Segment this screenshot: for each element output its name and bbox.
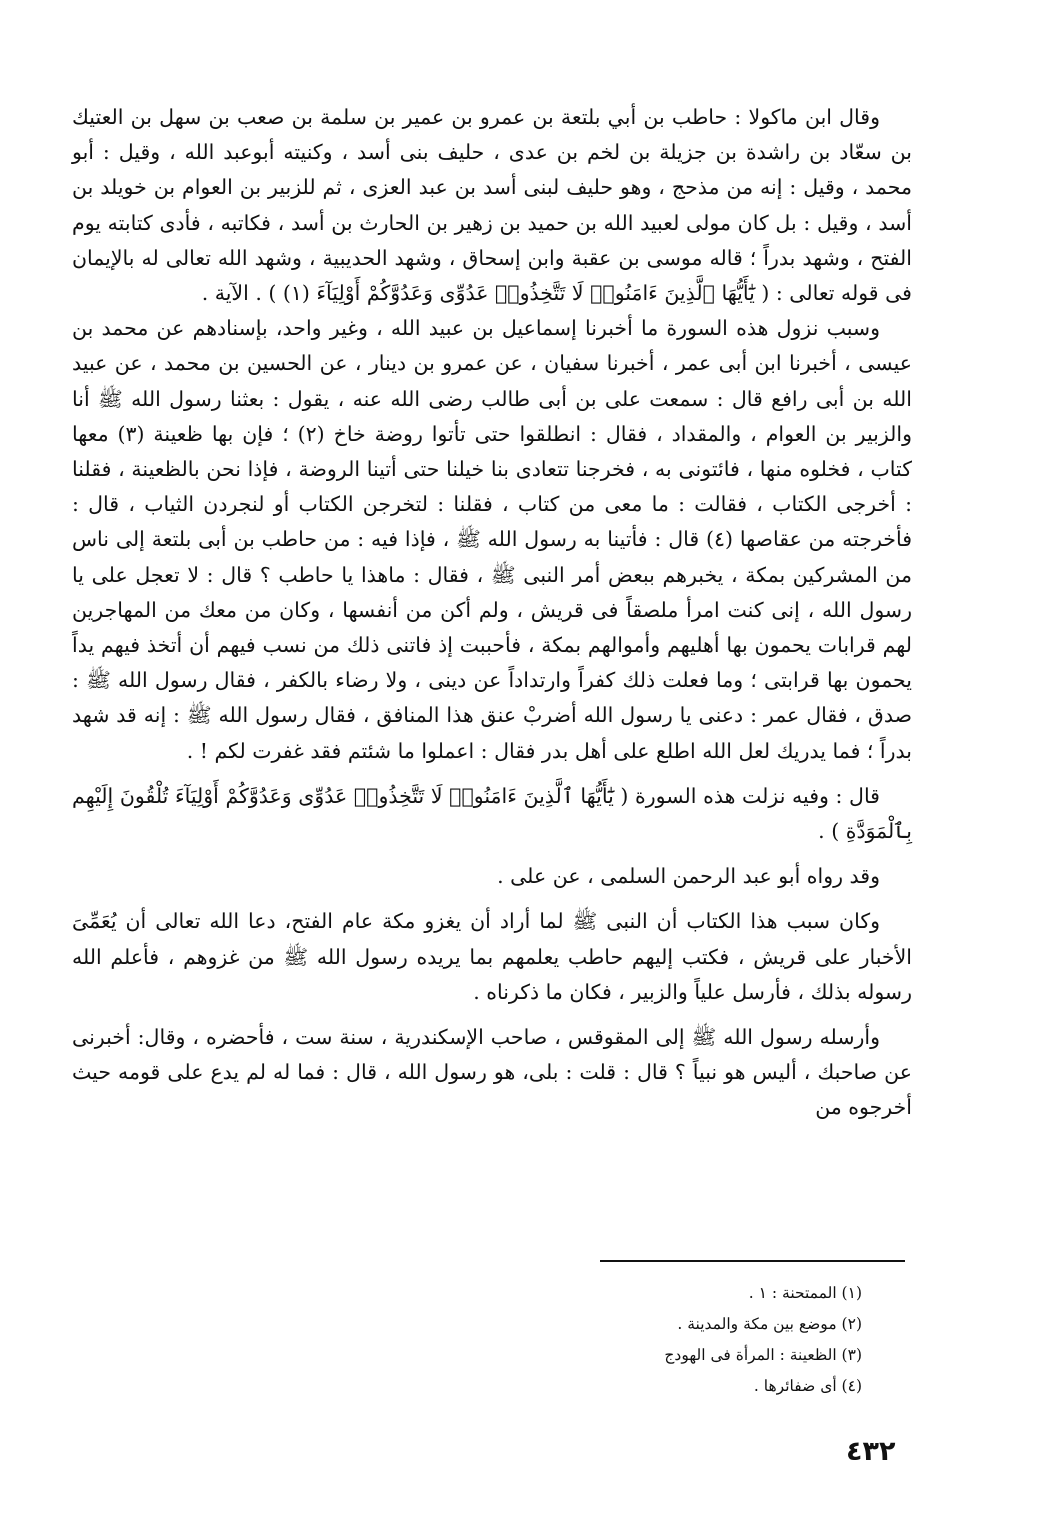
page-number: ٤٣٢ [846, 1436, 896, 1467]
footnote-divider [600, 1260, 905, 1262]
footnote-4: (٤) أى ضفائرها . [753, 1377, 862, 1395]
paragraph-narration-source: وقد رواه أبو عبد الرحمن السلمى ، عن على . [497, 864, 880, 889]
main-text [72, 100, 912, 1126]
footnote-2: (٢) موضع بين مكة والمدينة . [677, 1315, 862, 1333]
paragraph-letter-cause: وكان سبب هذا الكتاب أن النبى ﷺ لما أراد أن يغزو مكة عام الفتح، دعا الله تعالى أن يُعَمِّىَ الأخبار على قريش ، فكتب إليهم حاطب يعلمهم بما يريده رسول الله ﷺ من غزوهم ، فأعلم الله رسوله بذلك ، فأرسل علياً والزبير ، فكان ما ذكرناه . [72, 909, 912, 1004]
paragraph-reason-of-revelation: وسبب نزول هذه السورة ما أخبرنا إسماعيل بن عبيد الله ، وغير واحد، بإسنادهم عن محمد بن عيسى ، أخبرنا ابن أبى عمر ، أخبرنا سفيان ، عن عمرو بن دينار ، عن الحسين بن محمد ، عن عبيد الله بن أبى رافع قال : سمعت على بن أبى طالب رضى الله عنه ، يقول : بعثنا رسول الله ﷺ أنا والزبير بن العوام ، والمقداد ، فقال : انطلقوا حتى تأتوا روضة خاخ (٢) ؛ فإن بها ظعينة (٣) معها كتاب ، فخلوه منها ، فائتونى به ، فخرجنا تتعادى بنا خيلنا حتى أتينا الروضة ، فإذا نحن بالظعينة ، فقلنا : أخرجى الكتاب ، فقالت : ما معى من كتاب ، فقلنا : لتخرجن الكتاب أو لنجردن الثياب ، قال : فأخرجته من عقاصها (٤) قال : فأتينا به رسول الله ﷺ ، فإذا فيه : من حاطب بن أبى بلتعة إلى ناس من المشركين بمكة ، يخبرهم ببعض أمر النبى ﷺ ، فقال : ماهذا يا حاطب ؟ قال : لا تعجل على يا رسول الله ، إنى كنت امرأ ملصقاً فى قريش ، ولم أكن من أنفسها ، وكان من معك من المهاجرين لهم قرابات يحمون بها أهليهم وأموالهم بمكة ، فأحببت إذ فاتنى ذلك من نسب فيهم أن أتخذ فيهم يداً يحمون بها قرابتى ؛ وما فعلت ذلك كفراً وارتداداً عن دينى ، ولا رضاء بالكفر ، فقال رسول الله ﷺ : صدق ، فقال عمر : دعنى يا رسول الله أضربْ عنق هذا المنافق ، فقال رسول الله ﷺ : إنه قد شهد بدراً ؛ فما يدريك لعل الله اطلع على أهل بدر فقال : اعملوا ما شئتم فقد غفرت لكم ! . [72, 316, 912, 763]
footnote-3: (٣) الظعينة : المرأة فى الهودج [664, 1346, 862, 1364]
footnotes [664, 1278, 862, 1402]
paragraph-ibn-makula: وقال ابن ماكولا : حاطب بن أبي بلتعة بن عمرو بن عمير بن سلمة بن صعب بن سهل بن العتيك بن سعّاد بن راشدة بن جزيلة بن لخم بن عدى ، حليف بنى أسد ، وكنيته أبوعبد الله ، وقيل : أبو محمد ، وقيل : إنه من مذحج ، وهو حليف لبنى أسد بن عبد العزى ، ثم للزبير بن العوام بن خويلد بن أسد ، وقيل : بل كان مولى لعبيد الله بن حميد بن زهير بن الحارث بن أسد ، فكاتبه ، فأدى كتابته يوم الفتح ، وشهد بدراً ؛ قاله موسى بن عقبة وابن إسحاق ، وشهد الحديبية ، وشهد الله تعالى له بالإيمان فى قوله تعالى : ( يَٰٓأَيُّهَا ٱلَّذِينَ ءَامَنُوا۟ لَا تَتَّخِذُوا۟ عَدُوِّى وَعَدُوَّكُمْ أَوْلِيَآءَ (١) ) . الآية . [72, 105, 912, 306]
footnote-1: (١) الممتحنة : ١ . [748, 1284, 862, 1302]
paragraph-verse-revealed: قال : وفيه نزلت هذه السورة ( يَٰٓأَيُّهَا ٱلَّذِينَ ءَامَنُوا۟ لَا تَتَّخِذُوا۟ عَدُوِّى وَعَدُوَّكُمْ أَوْلِيَآءَ تُلْقُونَ إِلَيْهِم بِٱلْمَوَدَّةِ ) . [72, 783, 912, 844]
paragraph-muqawqis: وأرسله رسول الله ﷺ إلى المقوقس ، صاحب الإسكندرية ، سنة ست ، فأحضره ، وقال: أخبرنى عن صاحبك ، أليس هو نبياً ؟ قال : قلت : بلى، هو رسول الله ، قال : فما له لم يدع على قومه حيث أخرجوه من [72, 1025, 912, 1120]
